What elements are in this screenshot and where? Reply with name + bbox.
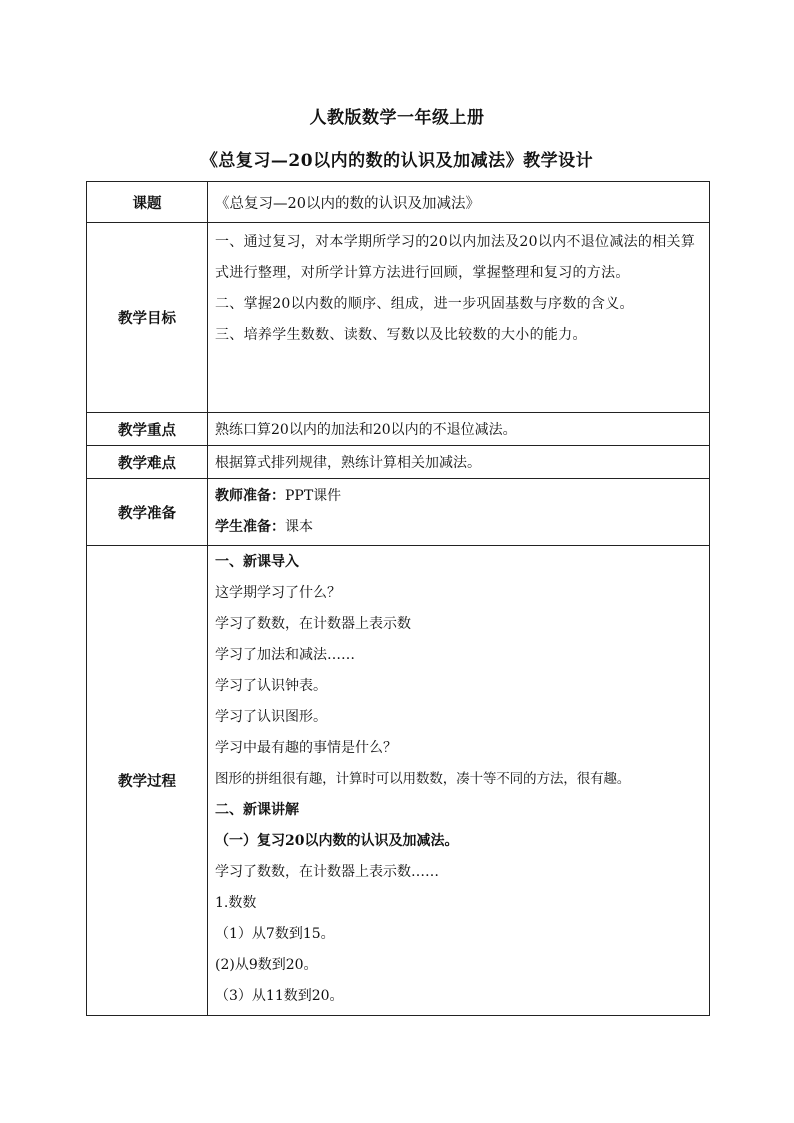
teacher-preparation xyxy=(215,481,705,512)
row-process xyxy=(87,546,710,1016)
key-points-value xyxy=(208,413,710,446)
student-prep-value: 课本 xyxy=(285,519,313,535)
process-line: 学习了加法和减法…… xyxy=(215,647,355,663)
objective-1: 一、通过复习，对本学期所学习的20以内加法及20以内不退位减法的相关算式进行整理，对所学计算方法进行回顾，掌握整理和复习的方法。 xyxy=(215,234,696,281)
process-line: 图形的拼组很有趣，计算时可以用数数，凑十等不同的方法，很有趣。 xyxy=(215,771,631,787)
row-topic xyxy=(87,182,710,223)
row-preparation xyxy=(87,479,710,546)
row-difficulties xyxy=(87,446,710,479)
objectives-content xyxy=(208,223,710,413)
process-line: 学习了数数，在计数器上表示数 xyxy=(215,616,411,632)
process-content xyxy=(208,546,710,1016)
label-process: 教学过程 xyxy=(87,546,208,1016)
process-line: （一）复习20以内数的认识及加减法。 xyxy=(215,833,459,849)
lesson-plan-table xyxy=(86,181,710,1016)
document-title: 人教版数学一年级上册 xyxy=(309,108,485,128)
process-line: （1）从7数到15。 xyxy=(215,926,335,942)
process-line: 1.数数 xyxy=(215,895,257,911)
difficulties-text: 根据算式排列规律，熟练计算相关加减法。 xyxy=(215,455,481,471)
topic-value xyxy=(208,182,710,223)
row-objectives xyxy=(87,223,710,413)
teacher-prep-value: PPT课件 xyxy=(285,488,342,504)
label-objectives: 教学目标 xyxy=(87,223,208,413)
difficulties-value xyxy=(208,446,710,479)
process-line: 二、新课讲解 xyxy=(215,802,299,818)
teacher-prep-label: 教师准备： xyxy=(215,488,285,504)
student-preparation xyxy=(215,512,705,543)
process-line: 学习中最有趣的事情是什么？ xyxy=(215,740,397,756)
objective-2: 二、掌握20以内数的顺序、组成，进一步巩固基数与序数的含义。 xyxy=(215,296,634,312)
process-line: 学习了数数，在计数器上表示数…… xyxy=(215,864,439,880)
objective-3: 三、培养学生数数、读数、写数以及比较数的大小的能力。 xyxy=(215,327,587,343)
document-subtitle: 《总复习—20以内的数的认识及加减法》教学设计 xyxy=(200,151,594,171)
label-preparation: 教学准备 xyxy=(87,479,208,546)
student-prep-label: 学生准备： xyxy=(215,519,285,535)
process-line: 学习了认识图形。 xyxy=(215,709,327,725)
process-line: 学习了认识钟表。 xyxy=(215,678,327,694)
row-key-points xyxy=(87,413,710,446)
preparation-content xyxy=(208,479,710,546)
label-topic: 课题 xyxy=(87,182,208,223)
process-line: 这学期学习了什么？ xyxy=(215,585,341,601)
process-line: 一、新课导入 xyxy=(215,554,299,570)
label-key-points: 教学重点 xyxy=(87,413,208,446)
key-points-text: 熟练口算20以内的加法和20以内的不退位减法。 xyxy=(215,422,517,438)
process-line: (2)从9数到20。 xyxy=(215,957,318,973)
topic-text: 《总复习—20以内的数的认识及加减法》 xyxy=(215,195,480,212)
label-difficulties: 教学难点 xyxy=(87,446,208,479)
process-line: （3）从11数到20。 xyxy=(215,988,344,1004)
